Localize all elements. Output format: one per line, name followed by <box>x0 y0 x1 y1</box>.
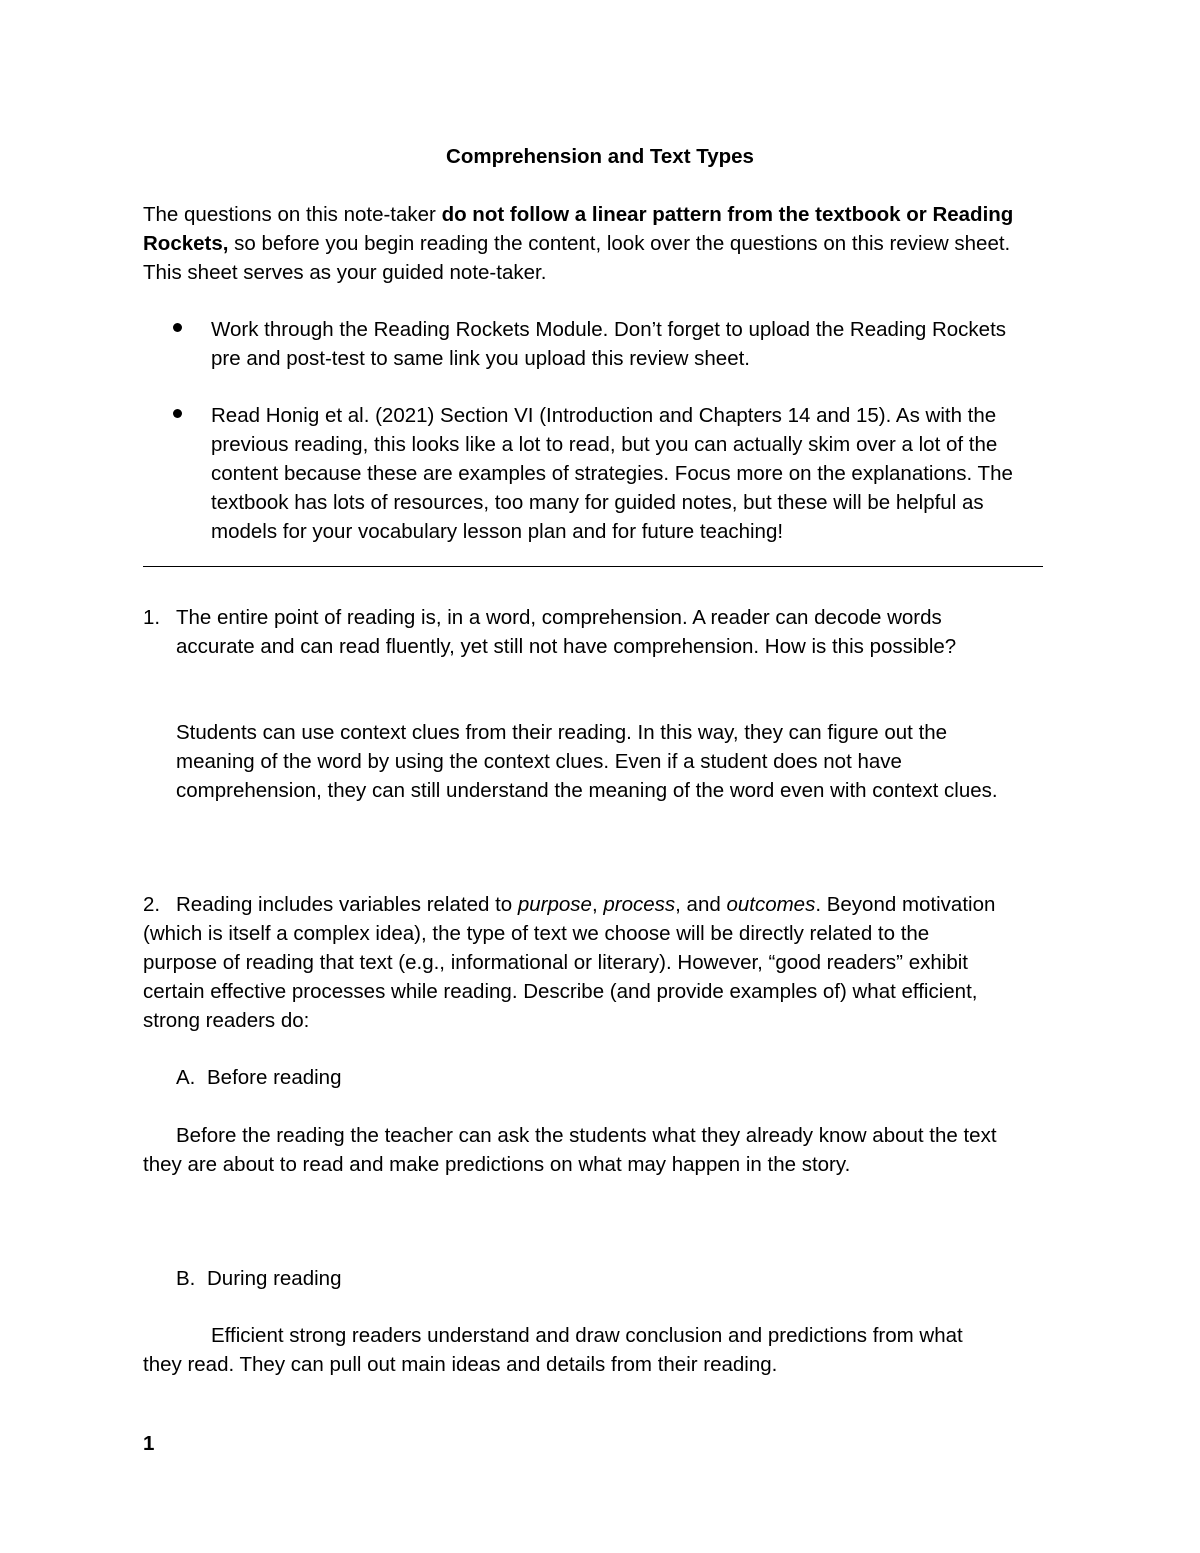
question-2-line: certain effective processes while reading. Describe (and provide examples of) what efficient, <box>143 980 978 1003</box>
q2-italic-outcomes: outcomes <box>726 893 816 916</box>
question-2-line: strong readers do: <box>143 1009 310 1032</box>
answer-1-line: Students can use context clues from their reading. In this way, they can figure out the <box>176 721 948 744</box>
horizontal-divider <box>143 566 1043 567</box>
question-1-line: accurate and can read fluently, yet still not have comprehension. How is this possible? <box>176 635 957 658</box>
q2-text: , <box>591 893 604 916</box>
bullet-icon <box>173 323 182 332</box>
question-2-line-1 <box>176 890 995 919</box>
question-1-line: The entire point of reading is, in a word, comprehension. A reader can decode words <box>176 606 942 629</box>
intro-line-2 <box>143 229 1010 258</box>
answer-a-line: they are about to read and make predictions on what may happen in the story. <box>143 1153 851 1176</box>
intro-line-1-bold: do not follow a linear pattern from the textbook or Reading <box>441 203 1014 226</box>
answer-1-line: meaning of the word by using the context clues. Even if a student does not have <box>176 750 902 773</box>
bullet-1-line: Work through the Reading Rockets Module. Don’t forget to upload the Reading Rockets <box>211 318 1007 341</box>
q2-text: Reading includes variables related to <box>176 893 518 916</box>
q2-text: . Beyond motivation <box>815 893 996 916</box>
intro-line-1-text: The questions on this note-taker <box>143 203 442 226</box>
question-1-number: 1. <box>143 606 161 629</box>
sub-question-a-label: Before reading <box>207 1066 342 1089</box>
sub-question-a-letter: A. <box>176 1066 196 1089</box>
intro-line-2-text: so before you begin reading the content, look over the questions on this review sheet. <box>228 232 1011 255</box>
sub-question-b-letter: B. <box>176 1267 196 1290</box>
q2-italic-purpose: purpose <box>517 893 592 916</box>
bullet-2-line: textbook has lots of resources, too many for guided notes, but these will be helpful as <box>211 491 984 514</box>
answer-b-line: Efficient strong readers understand and draw conclusion and predictions from what <box>211 1324 963 1347</box>
question-2-number: 2. <box>143 893 161 916</box>
intro-line-3: This sheet serves as your guided note-taker. <box>143 261 547 284</box>
q2-text: , and <box>675 893 727 916</box>
bullet-2-line: Read Honig et al. (2021) Section VI (Introduction and Chapters 14 and 15). As with the <box>211 404 997 427</box>
bullet-icon <box>173 409 182 418</box>
bullet-1-line: pre and post-test to same link you upload this review sheet. <box>211 347 750 370</box>
bullet-2-line: content because these are examples of strategies. Focus more on the explanations. The <box>211 462 1013 485</box>
bullet-2-line: models for your vocabulary lesson plan and for future teaching! <box>211 520 784 543</box>
intro-line-2-bold: Rockets, <box>143 232 229 255</box>
sub-question-b-label: During reading <box>207 1267 342 1290</box>
answer-b-line: they read. They can pull out main ideas and details from their reading. <box>143 1353 778 1376</box>
answer-1-line: comprehension, they can still understand the meaning of the word even with context clues. <box>176 779 998 802</box>
q2-italic-process: process <box>603 893 676 916</box>
question-2-line: purpose of reading that text (e.g., informational or literary). However, “good readers” exhibit <box>143 951 968 974</box>
question-2-line: (which is itself a complex idea), the type of text we choose will be directly related to the <box>143 922 930 945</box>
document-title: Comprehension and Text Types <box>446 145 754 168</box>
bullet-2-line: previous reading, this looks like a lot to read, but you can actually skim over a lot of the <box>211 433 998 456</box>
page-number: 1 <box>143 1432 155 1455</box>
answer-a-line: Before the reading the teacher can ask the students what they already know about the text <box>176 1124 997 1147</box>
intro-line-1 <box>143 200 1013 229</box>
